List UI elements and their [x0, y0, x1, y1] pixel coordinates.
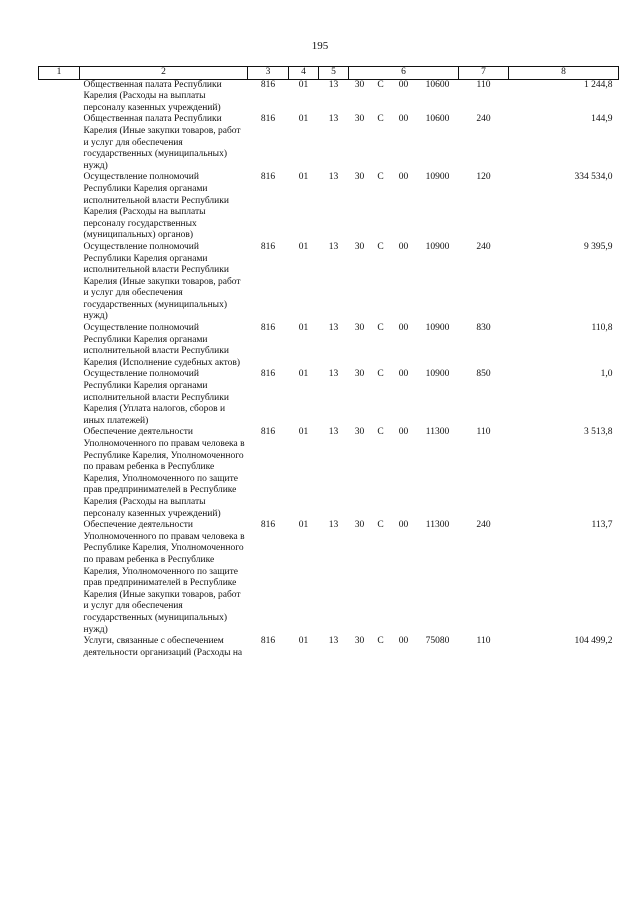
cell-description: Обеспечение деятельности Уполномоченного по правам человека в Республике Карелия, Уполномоченного по правам ребенка в Республике Карелия, Уполномоченного по защите прав предпринимателей в Республике Карелия (Расходы на выплаты персоналу казенных учреждений) — [83, 427, 245, 519]
cell-col-4: 01 — [298, 172, 309, 183]
cell-col-4: 01 — [298, 241, 309, 252]
cell-col-1 — [39, 369, 80, 427]
cell-col-7: 110 — [476, 636, 491, 647]
cell-col-7: 240 — [476, 114, 491, 125]
cell-col-5: 13 — [328, 636, 339, 647]
cell-description: Осуществление полномочий Республики Карелия органами исполнительной власти Республики Карелия (Уплата налогов, сборов и иных платежей) — [83, 369, 229, 426]
cell-col-6a: 30 — [354, 114, 365, 125]
table-row — [39, 172, 619, 242]
header-col-1: 1 — [39, 67, 80, 80]
header-col-6: 6 — [349, 67, 459, 80]
cell-col-7: 850 — [476, 369, 491, 380]
cell-col-8: 334 534,0 — [574, 172, 613, 183]
header-row — [39, 67, 619, 80]
cell-col-1 — [39, 242, 80, 323]
cell-col-4: 01 — [298, 323, 309, 334]
cell-col-6b: С — [377, 427, 384, 438]
cell-description: Услуги, связанные с обеспечением деятельности организаций (Расходы на — [83, 636, 243, 658]
cell-col-6a: 30 — [354, 369, 365, 380]
cell-col-6d: 10600 — [425, 79, 450, 90]
cell-col-3: 816 — [260, 636, 276, 647]
cell-col-4: 01 — [298, 520, 309, 531]
cell-col-6b: С — [377, 114, 384, 125]
cell-col-3: 816 — [260, 114, 276, 125]
header-col-5: 5 — [319, 67, 349, 80]
cell-col-5: 13 — [328, 241, 339, 252]
cell-col-4: 01 — [298, 79, 309, 90]
table-row — [39, 242, 619, 323]
budget-table — [38, 66, 619, 659]
cell-col-1 — [39, 323, 80, 369]
cell-col-7: 110 — [476, 427, 491, 438]
cell-col-8: 110,8 — [591, 323, 613, 334]
cell-col-7: 240 — [476, 520, 491, 531]
cell-col-8: 144,9 — [591, 114, 613, 125]
cell-col-3: 816 — [260, 369, 276, 380]
cell-col-5: 13 — [328, 172, 339, 183]
cell-col-8: 1 244,8 — [584, 79, 613, 90]
cell-col-5: 13 — [328, 369, 339, 380]
cell-col-4: 01 — [298, 114, 309, 125]
table-row — [39, 114, 619, 172]
cell-col-6d: 11300 — [425, 520, 450, 531]
cell-col-6b: С — [377, 79, 384, 90]
cell-col-7: 830 — [476, 323, 491, 334]
table-row — [39, 427, 619, 520]
cell-col-6c: 00 — [398, 79, 409, 90]
table-row — [39, 520, 619, 636]
cell-description: Общественная палата Республики Карелия (Иные закупки товаров, работ и услуг для обеспечения государственных (муниципальных) нужд) — [83, 114, 241, 171]
table-body — [39, 79, 619, 659]
cell-col-3: 816 — [260, 241, 276, 252]
cell-col-6a: 30 — [354, 79, 365, 90]
cell-col-6c: 00 — [398, 323, 409, 334]
cell-col-6a: 30 — [354, 427, 365, 438]
cell-col-6b: С — [377, 520, 384, 531]
cell-col-6b: С — [377, 241, 384, 252]
table-row — [39, 636, 619, 659]
cell-description: Осуществление полномочий Республики Карелия органами исполнительной власти Республики Карелия (Исполнение судебных актов) — [83, 323, 241, 368]
table-row — [39, 323, 619, 369]
cell-col-6c: 00 — [398, 172, 409, 183]
cell-col-5: 13 — [328, 427, 339, 438]
cell-col-4: 01 — [298, 427, 309, 438]
cell-col-7: 120 — [476, 172, 491, 183]
header-col-4: 4 — [289, 67, 319, 80]
cell-col-3: 816 — [260, 427, 276, 438]
cell-col-1 — [39, 636, 80, 659]
cell-col-6c: 00 — [398, 241, 409, 252]
cell-col-6d: 11300 — [425, 427, 450, 438]
cell-col-5: 13 — [328, 114, 339, 125]
cell-col-6b: С — [377, 172, 384, 183]
cell-col-6a: 30 — [354, 323, 365, 334]
header-col-3: 3 — [248, 67, 289, 80]
cell-col-4: 01 — [298, 369, 309, 380]
cell-description: Осуществление полномочий Республики Карелия органами исполнительной власти Республики Карелия (Иные закупки товаров, работ и услуг для обеспечения государственных (муниципальных) нужд) — [83, 241, 241, 322]
cell-col-8: 104 499,2 — [574, 636, 613, 647]
cell-col-6b: С — [377, 369, 384, 380]
cell-col-6d: 75080 — [425, 636, 450, 647]
cell-col-6d: 10600 — [425, 114, 450, 125]
cell-col-5: 13 — [328, 520, 339, 531]
cell-col-6d: 10900 — [425, 369, 450, 380]
cell-col-8: 9 395,9 — [584, 241, 613, 252]
cell-col-1 — [39, 427, 80, 520]
cell-col-6b: С — [377, 323, 384, 334]
header-col-8: 8 — [509, 67, 619, 80]
cell-col-8: 1,0 — [600, 369, 613, 380]
table-row — [39, 79, 619, 114]
cell-col-6a: 30 — [354, 636, 365, 647]
table-row — [39, 369, 619, 427]
cell-col-6c: 00 — [398, 636, 409, 647]
cell-col-8: 3 513,8 — [584, 427, 613, 438]
cell-col-6a: 30 — [354, 520, 365, 531]
cell-col-6a: 30 — [354, 241, 365, 252]
cell-col-6c: 00 — [398, 520, 409, 531]
cell-col-1 — [39, 114, 80, 172]
cell-col-3: 816 — [260, 520, 276, 531]
cell-col-3: 816 — [260, 79, 276, 90]
header-col-7: 7 — [459, 67, 509, 80]
cell-col-1 — [39, 520, 80, 636]
cell-col-1 — [39, 79, 80, 114]
page-number: 195 — [311, 40, 329, 52]
cell-col-6d: 10900 — [425, 323, 450, 334]
cell-col-4: 01 — [298, 636, 309, 647]
cell-col-6a: 30 — [354, 172, 365, 183]
cell-col-3: 816 — [260, 172, 276, 183]
cell-col-6c: 00 — [398, 114, 409, 125]
cell-col-5: 13 — [328, 323, 339, 334]
cell-description: Осуществление полномочий Республики Карелия органами исполнительной власти Республики Карелия (Расходы на выплаты персоналу государственных (муниципальных) органов) — [83, 172, 229, 241]
cell-description: Общественная палата Республики Карелия (Расходы на выплаты персоналу казенных учреждений) — [83, 79, 222, 113]
cell-col-8: 113,7 — [591, 520, 613, 531]
cell-col-6d: 10900 — [425, 241, 450, 252]
cell-col-6b: С — [377, 636, 384, 647]
cell-col-6d: 10900 — [425, 172, 450, 183]
header-col-2: 2 — [80, 67, 248, 80]
cell-col-6c: 00 — [398, 427, 409, 438]
cell-col-3: 816 — [260, 323, 276, 334]
cell-col-7: 110 — [476, 79, 491, 90]
cell-col-6c: 00 — [398, 369, 409, 380]
cell-description: Обеспечение деятельности Уполномоченного по правам человека в Республике Карелия, Уполномоченного по правам ребенка в Республике Карелия, Уполномоченного по защите прав предпринимателей в Республике Карелия (Иные закупки товаров, работ и услуг для обеспечения государственных (муниципальных) нужд) — [83, 520, 245, 635]
cell-col-7: 240 — [476, 241, 491, 252]
cell-col-1 — [39, 172, 80, 242]
cell-col-5: 13 — [328, 79, 339, 90]
